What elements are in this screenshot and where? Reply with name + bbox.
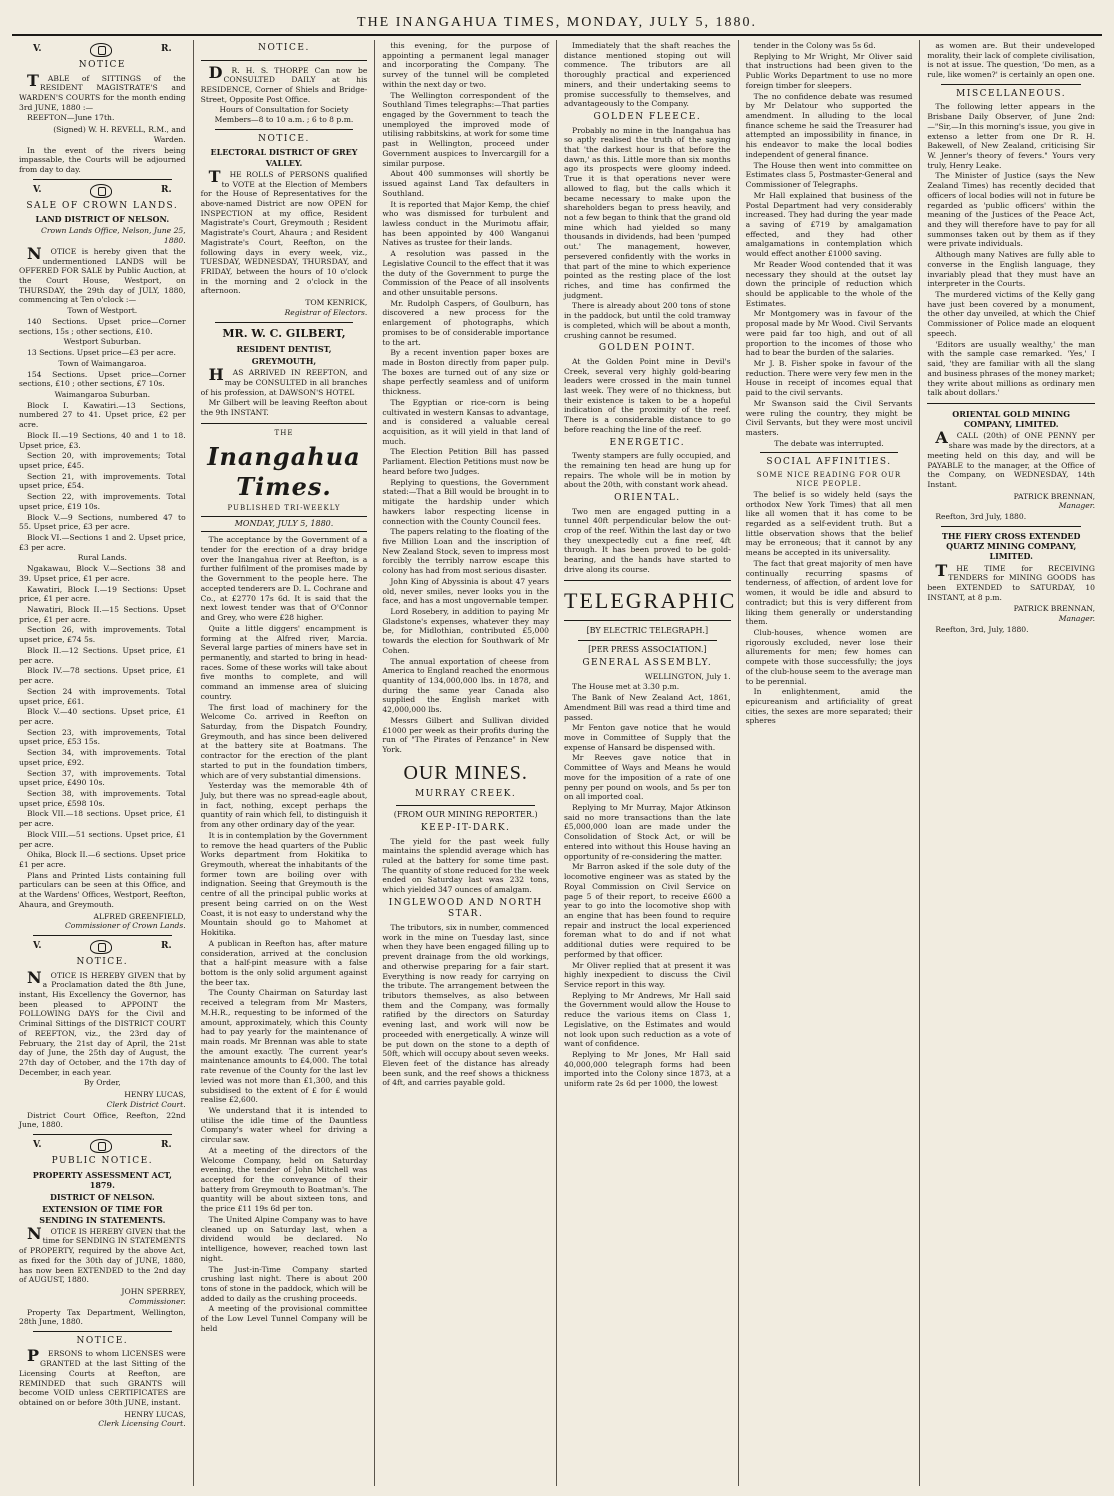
fiery-place: Reefton, 3rd, July, 1880. <box>935 624 1029 634</box>
article-paragraph: as women are. But their undeveloped morality, their lack of complete civilisation, is not at issue. The question, 'Do men, as a rule, like women?' is certainly an open one. <box>927 41 1095 80</box>
public-notice-sub: PROPERTY ASSESSMENT ACT, 1879. <box>32 1169 172 1190</box>
gilbert-heading: MR. W. C. GILBERT, <box>222 326 346 340</box>
inglewood-heading: INGLEWOOD AND NORTH STAR. <box>388 897 543 920</box>
notice-signature: (Signed) W. H. REVELL, R.M., and Warden. <box>53 125 186 144</box>
notice-extra: In the event of the rivers being impassable, the Courts will be adjourned from day to day. <box>19 145 186 174</box>
article-paragraph: Probably no mine in the Inangahua has so aptly realised the truth of the saying that 'the darkest hour is that before the dawn,' as this. Little more than six months ago its prospects were gloomy indeed. True it is that operations never were allowed to flag, but the calls which it became necessary to make upon the shareholders began to press heavily, and not a few began to think that the grand old mine which had yielded so many thousands in dividends, had been 'pumped out.' The management, however, persevered confidently with the works in that part of the mine to which experience pointed as the resting place of the lost riches, and time has confirmed the judgment. <box>564 125 731 300</box>
article-paragraph: A meeting of the provisional committee of the Low Level Tunnel Company will be held <box>200 1304 368 1333</box>
article-paragraph: Although many Natives are fully able to converse in the English language, they invariably plead that they must have an interpreter in the Courts. <box>927 250 1095 289</box>
royal-crest-row <box>19 43 186 57</box>
social-affinities-heading: SOCIAL AFFINITIES. <box>766 457 892 468</box>
article-paragraph: Mr Swanson said the Civil Servants were ruling the country, they might be Civil Servants, but they were most uncivil masters. <box>745 398 913 438</box>
public-notice-heading: PUBLIC NOTICE. <box>51 1156 154 1167</box>
crown-item: Section 21, with improvements. Total upset price, £54. <box>19 471 186 491</box>
electoral-sub: ELECTORAL DISTRICT OF GREY VALLEY. <box>210 147 358 168</box>
divider <box>941 526 1081 527</box>
electoral-signature: TOM KENRICK, <box>305 298 368 308</box>
crown-item: 154 Sections. Upset price—Corner sections, £10 ; other sections, £7 10s. <box>19 369 186 389</box>
article-paragraph: At a meeting of the directors of the Welcome Company, held on Saturday evening, the tender of John Mitchell was accepted for the conveyance of their battery from Greymouth to Boatman's. The quantity will be about sixteen tons, and the price £11 19s 6d per ton. <box>200 1145 368 1214</box>
column-5 <box>739 40 921 1486</box>
article-paragraph: We understand that it is intended to utilise the idle time of the Dauntless Company's water wheel for driving a circular saw. <box>200 1106 368 1145</box>
public-notice-sub: EXTENSION OF TIME FOR SENDING IN STATEMENTS. <box>39 1204 166 1225</box>
crown-item: Block II.—19 Sections, 40 and 1 to 18. Upset price, £3. <box>19 430 186 450</box>
article-paragraph: Mr Reeves gave notice that in Committee of Ways and Means he would move for the imposition of a rate of one penny per pound on wools, and 5s per ton on all imported coal. <box>564 753 731 802</box>
article-paragraph: The County Chairman on Saturday last received a telegram from Mr Masters, M.H.R., requesting to be informed of the amount, approximately, which this County had to pay yearly for the maintenance of main roads. Mr Brennan was able to state the amount exactly. The current year's maintenance amounts to £4,000. The total rate revenue of the County for the last lev levied was not more than £1,300, and this subsidised to the extent of £ for £ would realise £2,600. <box>200 988 368 1105</box>
fiery-signature: PATRICK BRENNAN, <box>1013 604 1095 614</box>
crown-item: Section 37, with improvements. Total upset price, £490 10s. <box>19 768 186 788</box>
article-paragraph: Yesterday was the memorable 4th of July, but there was no spread-eagle about, in fact, nothing, except perhaps the quantity of rain which fell, to distinguish it from any other ordinary day of the year. <box>200 781 368 830</box>
article-paragraph: At the Golden Point mine in Devil's Creek, several very highly gold-bearing leaders were crossed in the main tunnel last week. They were of no thickness, but their existence is taken to be a hopeful indication of the proximity of the reef. There is a considerable distance to go before reaching the line of the reef. <box>564 356 731 434</box>
crown-subhead: Town of Westport. <box>67 306 138 316</box>
divider <box>760 452 899 453</box>
article-paragraph: It is reported that Major Kemp, the chief who was dismissed for turbulent and lawless conduct in the Murimotu affair, has been appointed by 400 Wanganui Natives as trustee for their lands. <box>382 199 549 248</box>
article-paragraph: Replying to Mr Murray, Major Atkinson said no more transactions than the late £5,000,000 loan are made under the Consolidation of Stock Act, or will be entered into without this House having an opportunity of re-considering the matter. <box>564 803 731 861</box>
oriental-signature-title: Manager. <box>1058 501 1095 511</box>
column-1 <box>12 40 194 1486</box>
column-3 <box>375 40 557 1486</box>
notice-body: TABLE of SITTINGS of the RESIDENT MAGISTRATE'S and WARDEN'S COURTS for the month ending 3rd JUNE, 1880 :— <box>19 70 186 112</box>
column-6 <box>920 40 1102 1486</box>
article-paragraph: Mr Montgomery was in favour of the proposal made by Mr Wood. Civil Servants were paid far too high, and out of all proportion to the incomes of those who had to bear the burden of the salaries. <box>745 309 913 358</box>
article-paragraph: The fact that great majority of men have continually recurring spasms of tenderness, of affection, of ardent love for women, it would be idle and absurd to contradict; but this is very different from liking them generally or understanding them. <box>745 558 913 627</box>
crown-item: Section 22, with improvements. Total upset price, £19 10s. <box>19 492 186 511</box>
thorpe-notice-heading: NOTICE. <box>258 43 310 53</box>
article-paragraph: Twenty stampers are fully occupied, and the remaining ten head are hung up for repairs. The whole will be in motion by about the 20th, with constant work ahead. <box>564 451 731 490</box>
article-paragraph: Messrs Gilbert and Sullivan divided £1000 per week as their profits during the run of "The Pirates of Penzance" in New York. <box>382 715 549 755</box>
article-paragraph: In enlightenment, amid the epicureanism and artificiality of great cities, the sexes are more separated; their spheres <box>745 687 913 726</box>
royal-crest-row <box>19 940 186 954</box>
crown-item: Ohika, Block II.—6 sections. Upset price £1 per acre. <box>19 850 186 870</box>
district-court-signature: HENRY LUCAS, <box>124 1090 186 1100</box>
article-paragraph: The Election Petition Bill has passed Parliament. Election Petitions must now be heard before two Judges. <box>382 447 549 476</box>
crown-item: Block V.—40 sections. Upset price, £1 per acre. <box>19 707 186 726</box>
crown-item: Section 24 with improvements. Total upset price, £61. <box>19 686 186 706</box>
divider <box>564 620 731 621</box>
article-paragraph: Mr Reader Wood contended that it was necessary they should at the outset lay down the principle of reduction which should be applicable to the whole of the Estimates. <box>745 259 913 308</box>
crown-item: Block IV.—78 sections. Upset price, £1 per acre. <box>19 666 186 686</box>
licensing-heading: NOTICE. <box>76 1335 129 1346</box>
paper-the: THE <box>274 428 294 437</box>
crown-item: Block VII.—18 sections. Upset price, £1 per acre. <box>19 809 186 829</box>
miscellaneous-heading: MISCELLANEOUS. <box>956 88 1067 99</box>
crown-item: Ngakawau, Block V.—Sections 38 and 39. Upset price, £1 per acre. <box>19 564 186 583</box>
divider <box>33 935 172 936</box>
masthead <box>12 10 1102 36</box>
article-paragraph: About 400 summonses will shortly be issued against Land Tax defaulters in Southland. <box>382 169 549 198</box>
crown-item: Section 34, with improvements. Total upset price, £92. <box>19 748 186 767</box>
crown-item: 140 Sections. Upset price—Corner sections, 15s ; other sections, £10. <box>19 316 186 336</box>
article-paragraph: Mr Oliver replied that at present it was highly inexpedient to discuss the Civil Service report in this way. <box>564 960 731 989</box>
district-court-by: By Order, <box>83 1078 121 1088</box>
telegraphic-heading: TELEGRAPHIC <box>564 587 737 613</box>
article-paragraph: 'Editors are usually wealthy,' the man with the sample case remarked. 'Yes,' I said, 'they are familiar with all the slang and business phrases of the money market; they write about millions as ordinary men talk about dollars.' <box>927 339 1095 398</box>
article-paragraph: The tributors, six in number, commenced work in the mine on Tuesday last, since when they have been engaged filling up to prevent drainage from the old workings, and otherwise preparing for a fair start. Everything is now ready for carrying on the tribute. The arrangement between the tributors themselves, as also between them and the Company, was formally ratified by the directors on Saturday evening last, and work will now be proceeded with energetically. A winze will be put down on the stone to a depth of 50ft, which will occupy about seven weeks. Eleven feet of the distance has already been sunk, and the reef shows a thickness of 4ft, and carries payable gold. <box>382 922 549 1088</box>
licensing-body: PERSONS to whom LICENSES were GRANTED at the last Sitting of the Licensing Courts at Reefton, are REMINDED that such GRANTS will become VOID unless CERTIFICATES are obtained on or before 30th JUNE, instant. <box>19 1346 186 1408</box>
thorpe-hours: Hours of Consultation for Society <box>219 105 349 115</box>
wellington-dateline: WELLINGTON, July 1. <box>644 671 731 681</box>
oriental-company-body: ACALL (20th) of ONE PENNY per share was made by the directors, at a meeting held on this day, and will be PAYABLE to the manager, at the Office of the Company, on WEDNESDAY, 14th Instant. <box>927 428 1095 490</box>
licensing-signature: HENRY LUCAS, <box>124 1409 186 1419</box>
article-paragraph: The papers relating to the floating of the five Million Loan and the inscription of New Zealand Stock, seven to impress most forcibly the terribly narrow escape this colony has had from most serious disaster. <box>382 527 549 576</box>
golden-fleece-heading: GOLDEN FLEECE. <box>593 112 702 123</box>
fiery-cross-heading: THE FIERY CROSS EXTENDED QUARTZ MINING COMPANY, LIMITED. <box>941 530 1081 562</box>
press-association: [PER PRESS ASSOCIATION.] <box>588 644 707 654</box>
crest-letter-v: V. <box>33 184 42 195</box>
crest-letter-r: R. <box>161 941 172 952</box>
oriental-place: Reefton, 3rd July, 1880. <box>935 512 1027 522</box>
masthead-title: THE INANGAHUA TIMES, MONDAY, JULY 5, 1880. <box>357 15 757 30</box>
oriental-signature: PATRICK BRENNAN, <box>1013 491 1095 501</box>
article-paragraph: Mr Hall explained that business of the Postal Department had very considerably increased. They had during the year made a saving of £719 by amalgamation effected, and they had other amalgamations in contemplation which would effect another £1000 saving. <box>745 190 913 259</box>
article-paragraph: Club-houses, whence women are rigorously excluded, never lose their allurements for men; few homes can compete with those successfully; the joys of the club-house seem to the average man to be perennial. <box>745 627 913 686</box>
crown-item: 13 Sections. Upset price—£3 per acre. <box>27 348 176 358</box>
article-paragraph: The belief is so widely held (says the orthodox New York Times) that all men like all women that it has come to be regarded as a self-evident truth. But a little observation shows that the belief may be erroneous; that it cannot by any means be accepted in its universality. <box>745 489 913 558</box>
crown-signature-title: Commissioner of Crown Lands. <box>64 921 186 931</box>
article-paragraph: The annual exportation of cheese from America to England reached the enormous quantity of 134,000,000 lbs. in 1878, and during the same year Canada also supplied the English market with 42,000,000 lbs. <box>382 656 549 715</box>
divider <box>941 84 1081 85</box>
crown-lands-office: Crown Lands Office, Nelson, June 25, 1880. <box>41 226 186 246</box>
article-paragraph: Two men are engaged putting in a tunnel 40ft perpendicular below the out-crop of the reef. Within the last day or two they unexpectedly cut a fine reef, 4ft through. It has been proved to be gold-bearing, and the hands have started to drive along its course. <box>564 506 731 574</box>
golden-point-heading: GOLDEN POINT. <box>598 343 696 354</box>
divider <box>33 179 172 180</box>
article-paragraph: Mr Barron asked if the sole duty of the locomotive engineer was as stated by the Royal Commission on Civil Service on page 5 of their report, to receive £600 a year to go into the locomotive shop with an engine that has been found to require repair and instruct the local experienced foreman what to do and if not what additional duties were required to be performed by that officer. <box>564 862 731 959</box>
crown-lands-sub: LAND DISTRICT OF NELSON. <box>35 214 170 225</box>
divider <box>201 423 368 424</box>
crown-item: Section 23, with improvements, Total upset price, £53 15s. <box>19 727 186 747</box>
royal-crest-row <box>19 184 186 198</box>
crown-item: Block II.—12 Sections. Upset price, £1 per acre. <box>19 645 186 665</box>
divider <box>927 403 1095 404</box>
paper-dateline: MONDAY, JULY 5, 1880. <box>201 516 368 532</box>
crest-letter-r: R. <box>161 1140 172 1151</box>
electoral-signature-title: Registrar of Electors. <box>284 307 368 317</box>
crown-subhead: Westport Suburban. <box>63 337 141 347</box>
crown-subhead: Rural Lands. <box>77 553 127 563</box>
article-paragraph: this evening, for the purpose of appointing a permanent legal manager and incorporating the Company. The survey of the tunnel will be completed within the next day or two. <box>382 41 549 89</box>
article-paragraph: The United Alpine Company was to have cleaned up on Saturday last, when a dividend would be declared. No intelligence, however, reached town last night. <box>200 1214 368 1263</box>
article-paragraph: A resolution was passed in the Legislative Council to the effect that it was the duty of the Government to purge the Commission of the Peace of all insolvents and other unsuitable persons. <box>382 249 549 297</box>
district-court-signature-title: Clerk District Court. <box>106 1099 186 1109</box>
article-paragraph: The Minister of Justice (says the New Zealand Times) has recently decided that officers of local bodies will not in future be regarded as 'public officers' within the meaning of the Justices of the Peace Act, and they will therefore have to pay for all summonses taken out by them as if they were private individuals. <box>927 171 1095 249</box>
article-paragraph: The House then went into committee on Estimates class 5, Postmaster-General and Commissioner of Telegraphs. <box>745 160 913 190</box>
column-4 <box>557 40 739 1486</box>
divider <box>578 640 717 641</box>
crown-item: Block VIII.—51 sections. Upset price, £1 per acre. <box>19 829 186 849</box>
crown-lands-heading: SALE OF CROWN LANDS. <box>26 200 179 211</box>
article-paragraph: Lord Rosebery, in addition to paying Mr Gladstone's expenses, whatever they may be, for Midlothian, contributed £5,000 towards the election for Southwark of Mr Cohen. <box>382 606 549 655</box>
article-paragraph: The Just-in-Time Company started crushing last night. There is about 200 tons of stone in the paddock, which will be added to daily as the crushing proceeds. <box>200 1264 368 1303</box>
royal-crest-row <box>19 1139 186 1153</box>
article-paragraph: The acceptance by the Government of a tender for the erection of a dray bridge over the Inangahua river at Reefton, is a further fulfilment of the promises made by the Government to the people here. The accepted tenderers are D. L. Cochrane and Co., at £2770 17s 6d. It is said that the next lowest tender was that of O'Connor and Grey, who were £28 higher. <box>200 535 368 623</box>
public-notice-body: NOTICE IS HEREBY GIVEN that the time for SENDING IN STATEMENTS of PROPERTY, required by the above Act, as fixed for the 30th day of JUNE, 1880, has now been EXTENDED to the 2nd day of AUGUST, 1880. <box>19 1223 186 1285</box>
article-paragraph: Mr Fenton gave notice that he would move in Committee of Supply that the expense of Hansard be dispensed with. <box>564 723 731 752</box>
gilbert-sub: RESIDENT DENTIST, <box>236 343 332 354</box>
oriental-heading: ORIENTAL. <box>614 493 681 504</box>
crest-letter-r: R. <box>161 184 172 195</box>
divider <box>215 322 354 323</box>
crown-item: Kawatiri, Block I.—19 Sections: Upset price, £1 per acre. <box>19 584 186 604</box>
gilbert-body: HAS ARRIVED IN REEFTON, and may be CONSULTED in all branches of his profession, at DAWSON'S HOTEL <box>200 365 368 397</box>
gilbert-sub: GREYMOUTH, <box>251 355 317 366</box>
crown-signature: ALFRED GREENFIELD, <box>93 911 186 921</box>
crown-plans: Plans and Printed Lists containing full particulars can be seen at this Office, and at the Wardens' Offices, Westport, Reefton, Ahaura, and Greymouth. <box>19 870 186 909</box>
crown-item: Section 26, with improvements. Total upset price, £74 5s. <box>19 625 186 645</box>
article-paragraph: The no confidence debate was resumed by Mr Delatour who supported the amendment. In alluding to the local finance scheme he said the Treasurer had attempted an impossibility in finance, in his endeavor to make the local bodies independent of general finance. <box>745 91 913 159</box>
article-paragraph: It is in contemplation by the Government to remove the head quarters of the Public Works department from Hokitika to Greymouth, whereat the inhabitants of the former town are boiling over with indignation. Seeing that Greymouth is the centre of all the principal public works at present being carried on on the West Coast, it is not easy to understand why the Mountain should go to Mahomet at Hokitika. <box>200 830 368 938</box>
electoral-heading: NOTICE. <box>258 133 310 144</box>
crown-item: Block V.—9 Sections, numbered 47 to 55. Upset price, £3 per acre. <box>19 512 186 532</box>
column-2 <box>194 40 376 1486</box>
oriental-company-heading: ORIENTAL GOLD MINING COMPANY, LIMITED. <box>952 408 1071 430</box>
paper-title: Inangahua Times. <box>207 441 361 502</box>
article-paragraph: Replying to questions, the Government stated:—That a Bill would be brought in to mitigate the hardship under which hawkers labor respecting license in connection with the County Council fees. <box>382 477 549 526</box>
murray-creek-heading: MURRAY CREEK. <box>415 789 517 800</box>
royal-crest-icon <box>90 184 112 198</box>
district-court-place: District Court Office, Reefton, 22nd June, 1880. <box>19 1110 186 1130</box>
article-paragraph: Quite a little diggers' encampment is forming at the Alfred river, Marcia. Several large parties of miners have set in permanently, and started to bring in head-races. Some of these works will take about five months to complete, and will command an immense area of sluicing country. <box>200 623 368 701</box>
divider <box>201 60 368 61</box>
divider <box>33 1134 172 1135</box>
fiery-cross-body: THE TIME for RECEIVING TENDERS for MINING GOODS has been EXTENDED to SATURDAY, 10 INSTANT, at 8 p.m. <box>927 560 1095 602</box>
article-paragraph: The yield for the past week fully maintains the splendid average which has ruled at the battery for some time past. The quantity of stone reduced for the week ended on Saturday last was 232 tons, which yielded 347 ounces of amalgam. <box>382 836 549 895</box>
notice-heading: NOTICE <box>78 60 126 70</box>
article-paragraph: Replying to Mr Jones, Mr Hall said 40,000,000 telegraph forms had been imported into the Colony since 1873, at a uniform rate 2s 6d per 1000, the lowest <box>564 1050 731 1089</box>
crest-letter-v: V. <box>33 941 42 952</box>
crown-item: Nawatiri, Block II.—15 Sections. Upset price, £1 per acre. <box>19 605 186 624</box>
article-paragraph: The following letter appears in the Brisbane Daily Observer, of June 2nd:—"Sir,—In this morning's issue, you give in extenso a letter from one Dr R. H. Bakewell, of New Zealand, criticising Sir W. Jenner's theory of fevers." Yours very truly, Henry Leake. <box>927 102 1095 170</box>
crown-subhead: Waimangaroa Suburban. <box>54 389 151 399</box>
district-court-body: NOTICE IS HEREBY GIVEN that by a Proclamation dated the 8th June, instant, His Excellency the Governor, has been pleased to APPOINT the FOLLOWING DAYS for the Civil and Criminal Sittings of the DISTRICT COURT of REEFTON, viz., the 23rd day of February, the 21st day of April, the 21st day of June, the 25th day of August, the 27th day of October, and the 17th day of December, in each year. <box>19 967 186 1077</box>
fiery-signature-title: Manager. <box>1058 614 1095 624</box>
energetic-heading: ENERGETIC. <box>609 437 686 448</box>
columns <box>12 40 1102 1486</box>
article-paragraph: A publican in Reefton has, after mature consideration, arrived at the conclusion that a half-pint measure with a false bottom is the only solid argument against the beer tax. <box>200 938 368 987</box>
article-paragraph: By a recent invention paper boxes are made in Boston directly from paper pulp. The boxes are turned out of any size or shape perfectly seamless and of uniform thickness. <box>382 348 549 397</box>
article-paragraph: The Bank of New Zealand Act, 1861, Amendment Bill was read a third time and passed. <box>564 693 731 722</box>
article-paragraph: Mr J. B. Fisher spoke in favour of the reduction. There were very few men in the House in receipt of incomes equal that paid to the civil servants. <box>745 359 913 398</box>
public-notice-place: Property Tax Department, Wellington, 28th June, 1880. <box>19 1307 186 1327</box>
crest-letter-r: R. <box>161 44 172 55</box>
electoral-body: THE ROLLS of PERSONS qualified to VOTE at the Election of Members for the House of Representatives for the above-named District are now OPEN for INSPECTION at my office, Resident Magistrate's Court, Greymouth ; Resident Magistrate's Court, Ahaura ; and Resident Magistrate's Court, Reefton, on the following days in every week, viz., TUESDAY, WEDNESDAY, THURSDAY, and FRIDAY, between the hours of 10 o'clock in the morning and 2 o'clock in the afternoon. <box>200 166 368 296</box>
article-paragraph: The first load of machinery for the Welcome Co. arrived in Reefton on Saturday, from the Dispatch Foundry, Greymouth, and has since been delivered at the battery site at Boatmans. The contractor for the erection of the plant started to put in the foundation timbers, which are of very substantial dimensions. <box>200 702 368 780</box>
paper-published: PUBLISHED TRI-WEEKLY <box>227 504 341 513</box>
article-paragraph: Replying to Mr Wright, Mr Oliver said that instructions had been given to the Public Works Department to use no more foreign timber for sleepers. <box>745 51 913 90</box>
gilbert-extra: Mr Gilbert will be leaving Reefton about the 9th INSTANT. <box>200 398 368 418</box>
crest-letter-v: V. <box>33 44 42 55</box>
royal-crest-icon <box>90 43 112 57</box>
article-paragraph: The Egyptian or rice-corn is being cultivated in western Kansas to advantage, and is considered a valuable cereal acquisition, as it will yield in that land of much. <box>382 397 549 446</box>
crest-letter-v: V. <box>33 1140 42 1151</box>
thorpe-body: DR. H. S. THORPE Can now be CONSULTED DAILY at his RESIDENCE, Corner of Shiels and Bridge-Street, Opposite Post Office. <box>200 62 368 104</box>
crown-item: Block I. Kawatiri.—13 Sections, numbered 27 to 41. Upset price, £2 per acre. <box>19 400 186 430</box>
article-paragraph: John King of Abyssinia is about 47 years old, never smiles, never looks you in the face, and has a most ungovernable temper. <box>382 576 549 606</box>
public-notice-signature-title: Commissioner. <box>129 1296 186 1306</box>
social-affinities-sub: SOME NICE READING FOR OUR NICE PEOPLE. <box>756 470 902 488</box>
crown-lands-body: NOTICE is hereby given that the undermentioned LANDS will be OFFERED FOR SALE by Public Auction, at the Court House, Westport, on THURSDAY, the 29th day of JULY, 1880, commencing at Ten o'clock :— <box>19 243 186 305</box>
our-mines-heading: OUR MINES. <box>403 761 528 784</box>
licensing-signature-title: Clerk Licensing Court. <box>98 1419 186 1429</box>
notice-place: REEFTON—June 17th. <box>27 113 115 123</box>
crown-subhead: Town of Waimangaroa. <box>58 358 147 368</box>
debate-interrupted: The debate was interrupted. <box>774 438 884 448</box>
public-notice-sub: DISTRICT OF NELSON. <box>49 1192 155 1203</box>
keep-it-dark-heading: KEEP-IT-DARK. <box>420 823 511 834</box>
article-paragraph: The Wellington correspondent of the Southland Times telegraphs:—That parties engaged by the Government to teach the unemployed the improved mode of utilising rabbitskins, at work for some time past in Wellington, proceed under Government auspices to Invercargill for a similar purpose. <box>382 90 549 168</box>
article-paragraph: Mr. Rudolph Caspers, of Goulburn, has discovered a new process for the enlargement of photographs, which promises to be of considerable importance to the art. <box>382 298 549 347</box>
royal-crest-icon <box>90 940 112 954</box>
article-paragraph: Immediately that the shaft reaches the distance mentioned stoping out will commence. The tributors are all thoroughly practical and experienced miners, and their undertaking seems to promise successfully to themselves, and advantageously to the Company. <box>564 41 731 109</box>
by-electric-telegraph: [BY ELECTRIC TELEGRAPH.] <box>586 625 709 635</box>
article-paragraph: tender in the Colony was 5s 6d. <box>753 41 876 50</box>
divider <box>564 580 731 581</box>
crown-item: Block VI.—Sections 1 and 2. Upset price, £3 per acre. <box>19 533 186 552</box>
article-paragraph: There is already about 200 tons of stone in the paddock, but until the cold tramway is completed, which will be about a month, crushing cannot be resumed. <box>564 301 731 340</box>
mining-reporter: (FROM OUR MINING REPORTER.) <box>393 809 538 819</box>
article-paragraph: Replying to Mr Andrews, Mr Hall said the Government would allow the House to reduce the various items on Class 1, Legislative, on the Estimates and would not look upon such reduction as a vote of want of confidence. <box>564 990 731 1049</box>
thorpe-members: Members—8 to 10 a.m. ; 6 to 8 p.m. <box>214 115 354 125</box>
divider <box>33 1331 172 1332</box>
district-court-heading: NOTICE. <box>76 957 129 968</box>
crown-item: Section 38, with improvements. Total upset price, £598 10s. <box>19 788 186 808</box>
public-notice-signature: JOHN SPERREY, <box>121 1287 186 1297</box>
general-assembly-heading: GENERAL ASSEMBLY. <box>582 658 713 669</box>
royal-crest-icon <box>90 1139 112 1153</box>
article-paragraph: The House met at 3.30 p.m. <box>572 682 680 692</box>
crown-item: Section 20, with improvements; Total upset price, £45. <box>19 451 186 470</box>
divider <box>396 805 535 806</box>
article-paragraph: The murdered victims of the Kelly gang have just been covered by a monument, the other day unveiled, at which the Chief Commissioner of Police made an eloquent speech. <box>927 290 1095 338</box>
divider <box>215 129 354 130</box>
